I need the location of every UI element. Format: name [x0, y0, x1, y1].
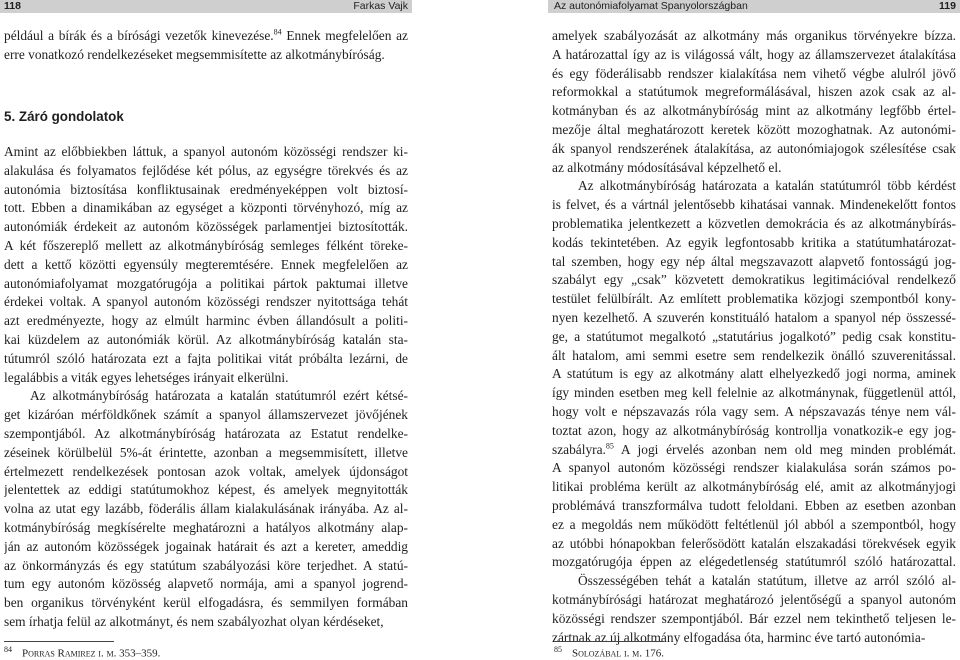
text-line: Amint az előbbiekben láttuk, a spanyol autonóm közösségi rendszer ki- [4, 144, 408, 159]
text-line: autonómiafolyamat mozgatórugója a politikai pártok paktumai illetve [4, 275, 408, 291]
text-line: dett a kettő közötti egyensúly megteremtésére. Ennek megfelelően az [4, 256, 408, 272]
left-running-header [0, 0, 412, 13]
text-line: Összességében tehát a katalán statútum, illetve az arról szóló al- [578, 573, 956, 589]
text-line: közösségi rendszer szempontjából. Bár ezzel nem tekinthető teljesen le- [552, 610, 956, 626]
text-line: szabályt egy „csak” közvetett demokratikus legitimációval rendelkező [552, 272, 956, 288]
text-line: jelentettek az eddigi statútumokhoz képest, és amelyek megnyitották [4, 482, 408, 498]
text-line: érdekei voltak. A spanyol autonóm közösségi rendszer nyitottsága tehát [4, 294, 408, 310]
text-line: Az alkotmánybíróság határozata a katalán statútumról ezért kétsé- [30, 388, 408, 404]
left-footnote: $^{84}$ Porras Ramirez i. m. 353–359. [4, 645, 161, 660]
text-line: tum egy autonóm közösség alapvető normája, ami a spanyol jogrend- [4, 576, 408, 592]
text-line: amelyek szabályozását az alkotmány más organikus törvényekre bízza. [552, 28, 956, 43]
text-line: legalábbis a viták egyes lehetséges irányait elkerülni. [4, 369, 289, 385]
text-line: autonómia biztosítása konfliktusainak eredményeképpen volt biztosí- [4, 181, 408, 197]
text-line: A határozattal így az is világossá vált, hogy az államszervezet átalakítása [552, 46, 956, 62]
text-line: ez a megoldás nem működött feltétlenül jól abból a szempontból, hogy [552, 516, 956, 532]
text-line: tott. Ebben a dinamikában az egységet a központi törvényhozó, míg az [4, 200, 408, 216]
text-line: kotmánybírósági határozat meghatározó jelentőségű a spanyol autonóm [552, 591, 956, 607]
text-line: nyen kezelhető. A szuverén konstituáló hatalom a spanyol nép összessé- [552, 309, 956, 325]
text-line: A két főszereplő mellett az alkotmánybíróság semleges félként töreke- [4, 237, 408, 253]
text-line: az utóbbi hónapokban felerősödött katalán elszakadási törekvések egyik [552, 535, 956, 551]
text-line: az alkotmány módosításával képzelhető el. [552, 159, 782, 175]
text-line: ge, a statútumot megalkotó „statutárius jogalkotó” pedig csak konstitu- [552, 328, 956, 344]
text-line: alakulása és folyamatos fejlődése két pólus, az egységre törekvés és az [4, 162, 408, 178]
text-line: volna az utat egy lazább, föderális állam kialakulásának irányába. Az al- [4, 501, 408, 517]
footnote-ref: 85 [605, 441, 614, 451]
text-line: így minden esetben meg kell felelnie az alkotmánynak, függetlenül attól, [552, 385, 956, 401]
left-page [0, 0, 412, 660]
text-line: sem írhatja felül az alkotmányt, és nem szabályozhat olyan kérdéseket, [4, 613, 384, 629]
left-running-head: Farkas Vajk [353, 0, 408, 12]
text-line: toztat azon, hogy az alkotmánybíróság kontrollja vonatkozik-e egy jog- [552, 422, 956, 438]
left-intro-paragraph [4, 27, 408, 65]
text-line: szempontjából. Az alkotmánybíróság határozata az Estatut rendelke- [4, 425, 408, 441]
text-line: litikai probléma került az alkotmánybíróság elé, amit az alkotmányjogi [552, 479, 956, 495]
text-line: Az alkotmánybíróság határozata a katalán statútumról több kérdést [578, 178, 956, 194]
left-page-number: 118 [4, 0, 21, 12]
text-line: szabályra.$^{85}$ A jogi érvelés azonban nem old meg minden problémát. [552, 441, 956, 457]
text-line: hogy volt e népszavazás róla vagy sem. A népszavazás ténye nem vál- [552, 403, 956, 419]
text-line: ák spanyol rendszerének átalakítása, az autonómiajogok szélesítése csak [552, 140, 956, 156]
text-line: autonómiák érdekeit az autonóm közösségek parlamentjei biztosították. [4, 219, 408, 235]
text-line: és egy föderálisabb rendszer kialakítása nem vihető végbe alulról jövő [552, 65, 956, 81]
text-line: problematika jelentkezett a közvetlen demokrácia és az alkotmánybírás- [552, 215, 956, 231]
right-running-head: Az autonómiafolyamat Spanyolországban [554, 0, 748, 12]
text-line: tútumról szóló határozata ezt a fajta politikai vitát próbálta lezárni, de [4, 350, 408, 366]
text-line: kai küzdelem az autonómiák körül. Az alkotmánybíróság katalán sta- [4, 331, 408, 347]
section-heading: 5. Záró gondolatok [4, 109, 124, 124]
text-line: testület felülbírált. Az említett problematika közjogi szempontból kony- [552, 291, 956, 307]
text-line: kodás tekintetében. Az egyik legfontosabb kritika a statútumhatározat- [552, 234, 956, 250]
text-line: zéseinek körülbelül 5%-át érintette, azonban a megsemmisített, illetve [4, 444, 408, 460]
text-line: ált hatalom, ami semmi esetre sem rendelkezik önálló szuverenitással. [552, 347, 956, 363]
text-line: erre vonatkozó rendelkezéseket megsemmisítette az alkotmánybíróság. [4, 46, 385, 62]
text-line: reformokkal a statútumok megreformálásával, hiszen azok csak az al- [552, 84, 956, 100]
text-line: kotmányban és az alkotmánybíróság mint az alkotmány legfőbb értel- [552, 103, 956, 119]
right-footnote: $^{85}$ Solozábal i. m. 176. [554, 645, 665, 660]
text-line: A statútum is egy az alkotmány alatt elhelyezkedő jogi norma, aminek [552, 366, 956, 382]
text-line: zártnak az új alkotmány elfogadása óta, harminc éve tartó autonómia- [552, 629, 926, 645]
text-line: A spanyol autonóm közösségi rendszer kialakulása során számos po- [552, 460, 956, 476]
footnote-rule [4, 641, 114, 642]
text-line: kotmánybíróság megkíséreltе meghatározni a hatályos alkotmány alap- [4, 519, 408, 535]
text-line: problémává transzformálva tudott feloldani. Ebben az esetben azonban [552, 497, 956, 513]
text-line: get kizáróan mérföldkőnek számít a spanyol államszervezet jövőjének [4, 407, 408, 423]
text-line: ján az autonóm közösségek jogainak határait és azt a kereteт, ameddig [4, 538, 408, 554]
text-line: értelmezett rendelkezések pontosan azok voltak, amelyek újdonságot [4, 463, 408, 479]
right-body-text [552, 27, 956, 647]
text-line: mozgatórugója éppen az elégedetlenség statútumról szóló határozattal. [552, 554, 956, 570]
footnote-rule [554, 641, 664, 642]
text-line: azt eredményezte, hogy az elmúlt harminc évben állandósult a politi- [4, 313, 408, 329]
text-line: mezője által meghatározott keretek között mozoghatnak. Az autonómi- [552, 121, 956, 137]
left-body-text [4, 143, 408, 632]
text-line: is felvet, és a vártnál jelentősebb kihatásai vannak. Mindenekelőtt fontos [552, 197, 956, 213]
text-line: az önkormányzás és egy statútum szabályozási köre terjedhet. A statú- [4, 557, 408, 573]
text-line: ben organikus törvényként kerül elfogadásra, és semmilyen formában [4, 595, 408, 611]
text-line: tal szemben, hogy egy nép által megszavazott alapvető fontosságú jog- [552, 253, 956, 269]
right-page-number: 119 [939, 0, 956, 12]
footnote-ref-84: 84 [273, 27, 282, 37]
right-page [548, 0, 960, 660]
right-running-header [548, 0, 960, 13]
text-line: például a bírák és a bírósági vezetők kinevezése.$^{84}$ Ennek megfelelően az [4, 27, 408, 43]
